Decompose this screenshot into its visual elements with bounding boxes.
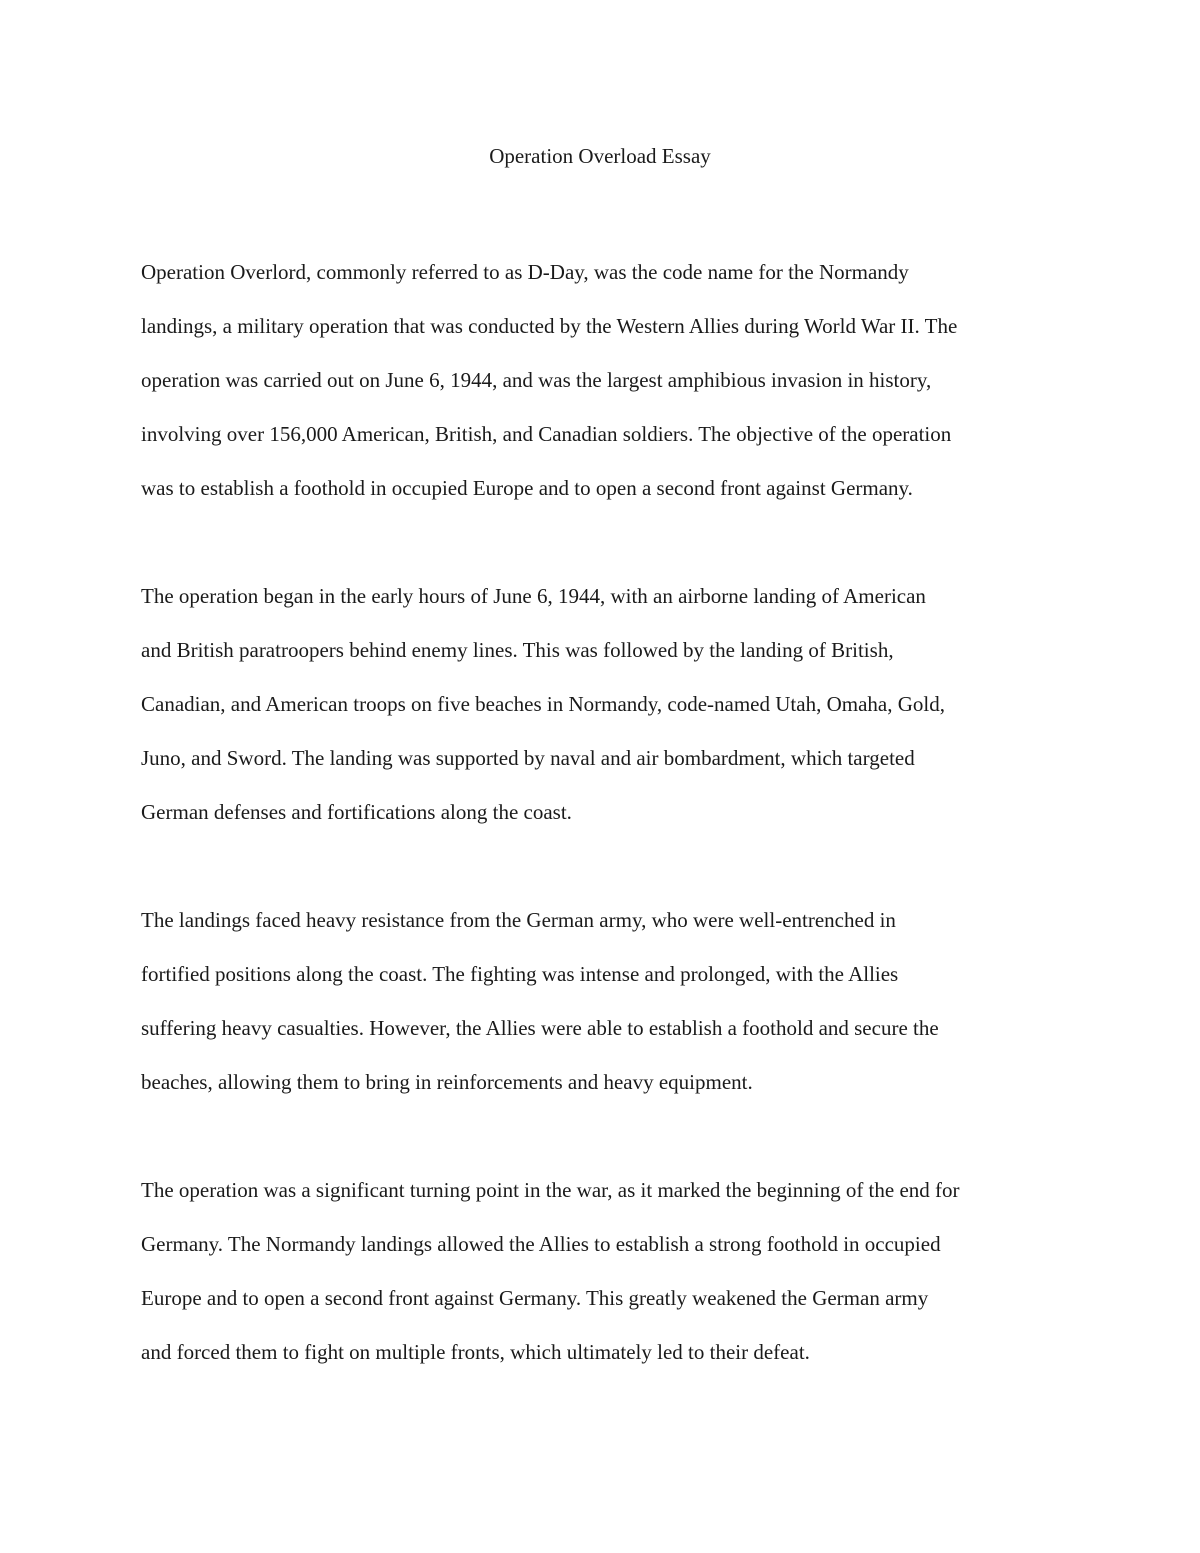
- paragraph-line: Germany. The Normandy landings allowed the Allies to establish a strong foothold in occupied: [141, 1232, 941, 1256]
- paragraph-line: operation was carried out on June 6, 1944, and was the largest amphibious invasion in history,: [141, 368, 932, 392]
- paragraph-line: The landings faced heavy resistance from the German army, who were well-entrenched in: [141, 908, 896, 932]
- paragraph-line: involving over 156,000 American, British, and Canadian soldiers. The objective of the operation: [141, 422, 952, 446]
- paragraph-line: and British paratroopers behind enemy lines. This was followed by the landing of British,: [141, 638, 894, 662]
- document-title: Operation Overload Essay: [489, 144, 711, 168]
- paragraph-line: landings, a military operation that was conducted by the Western Allies during World War II. The: [141, 314, 958, 338]
- paragraph-4: [141, 1163, 1076, 1379]
- paragraph-line: was to establish a foothold in occupied Europe and to open a second front against Germany.: [141, 476, 913, 500]
- paragraph-line: Europe and to open a second front against Germany. This greatly weakened the German army: [141, 1286, 929, 1310]
- paragraph-line: Juno, and Sword. The landing was supported by naval and air bombardment, which targeted: [141, 746, 915, 770]
- paragraph-line: Operation Overlord, commonly referred to as D-Day, was the code name for the Normandy: [141, 260, 909, 284]
- paragraph-line: The operation was a significant turning point in the war, as it marked the beginning of the end for: [141, 1178, 960, 1202]
- paragraph-line: suffering heavy casualties. However, the Allies were able to establish a foothold and secure the: [141, 1016, 939, 1040]
- paragraph-1: [141, 245, 1076, 515]
- paragraph-line: The operation began in the early hours of June 6, 1944, with an airborne landing of American: [141, 584, 926, 608]
- paragraph-line: fortified positions along the coast. The fighting was intense and prolonged, with the Allies: [141, 962, 899, 986]
- paragraph-3: [141, 893, 1076, 1109]
- paragraph-line: beaches, allowing them to bring in reinforcements and heavy equipment.: [141, 1070, 753, 1094]
- paragraph-line: German defenses and fortifications along the coast.: [141, 800, 572, 824]
- paragraph-line: Canadian, and American troops on five beaches in Normandy, code-named Utah, Omaha, Gold,: [141, 692, 945, 716]
- paragraph-2: [141, 569, 1076, 839]
- paragraph-line: and forced them to fight on multiple fronts, which ultimately led to their defeat.: [141, 1340, 810, 1364]
- document-body: [141, 245, 1076, 1433]
